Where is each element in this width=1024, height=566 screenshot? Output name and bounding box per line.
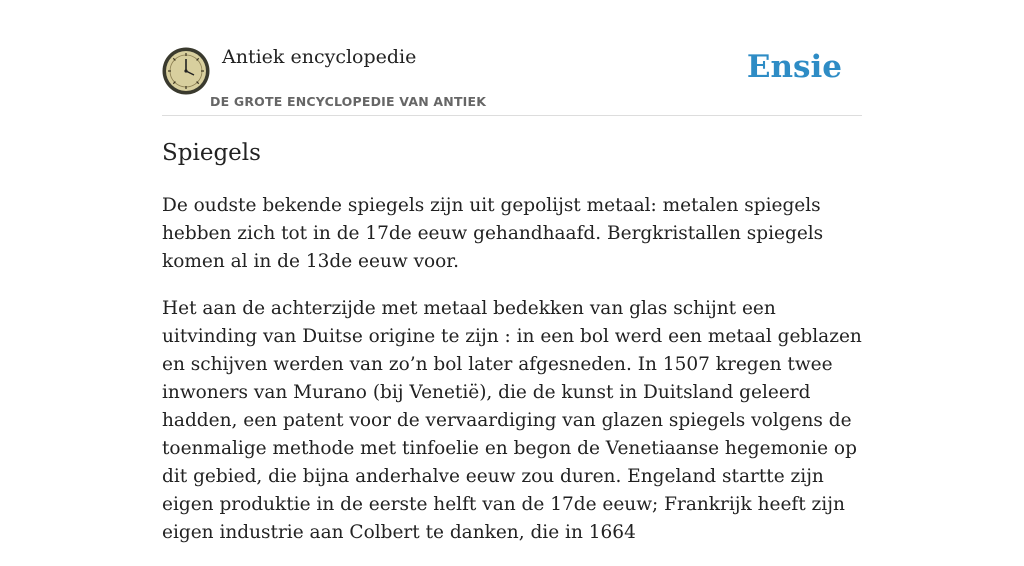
site-title[interactable]: Antiek encyclopedie xyxy=(222,46,417,68)
site-header xyxy=(162,44,862,116)
header-divider xyxy=(162,115,862,116)
article-body xyxy=(162,192,862,566)
article-paragraph: Het aan de achterzijde met metaal bedekken van glas schijnt een uitvinding van Duitse origine te zijn : in een bol werd een metaal geblazen en schijven werden van zo’n bol later afgesneden. In 1507 kregen twee inwoners van Murano (bij Venetië), die de kunst in Duitsland geleerd hadden, een patent voor de vervaardiging van glazen spiegels volgens de toenmalige methode met tinfoelie en begon de Venetiaanse hegemonie op dit gebied, die bijna anderhalve eeuw zou duren. Engeland startte zijn eigen produktie in de eerste helft van de 17de eeuw; Frankrijk heeft zijn eigen industrie aan Colbert te danken, die in 1664 xyxy=(162,298,862,543)
site-subtitle: DE GROTE ENCYCLOPEDIE VAN ANTIEK xyxy=(210,94,487,109)
article-paragraph: De oudste bekende spiegels zijn uit gepolijst metaal: metalen spiegels hebben zich tot in de 17de eeuw gehandhaafd. Bergkristallen spiegels komen al in de 13de eeuw voor. xyxy=(162,195,824,272)
brand-logo[interactable]: Ensie xyxy=(746,49,842,85)
article-title: Spiegels xyxy=(162,140,261,166)
clock-icon[interactable] xyxy=(162,47,210,95)
